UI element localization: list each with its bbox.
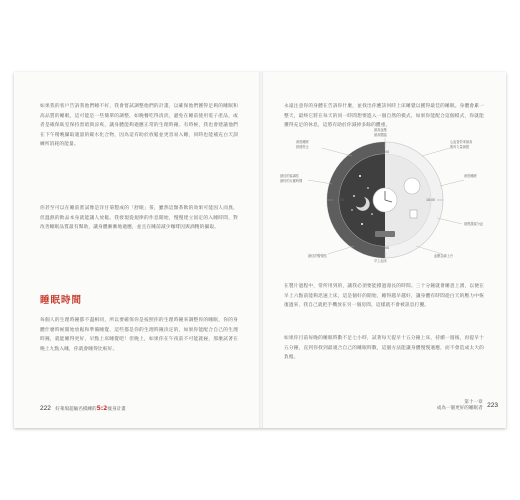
label-top-right-1: 心血管效率最高: [450, 140, 473, 144]
right-footer: [437, 400, 498, 412]
circadian-clock-diagram: [280, 128, 488, 264]
label-top-left-1: 深度睡眠: [296, 140, 309, 144]
book-spread: [14, 72, 506, 428]
left-footer-suffix: 瘦身計畫: [107, 407, 126, 412]
right-paragraph-2: 在製片過程中，常所用到的，讓我必須要能撐過漫長的時間。三十分鐘就會睡意上湧，以便在早上六點前能夠迅速上床，這是個好的開始，睡得越早越好，讓身體有時間從白天的壓力中恢復過來，我自己就把手機放在另一個房間，這樣就不會被訊息打擾。: [284, 284, 484, 309]
time-label: 00:00: [380, 150, 390, 154]
sun-icon: [404, 178, 420, 194]
time-label: 06:00: [335, 198, 345, 202]
left-footer-title: 好萊塢超級名模練的: [55, 407, 97, 412]
right-footer-title: 成為一個更好的睡眠者: [436, 406, 483, 411]
label-top-2: 最高體溫: [374, 133, 387, 137]
label-right-1: 深度睡眠: [464, 174, 477, 178]
time-label: 18:00: [426, 198, 436, 202]
time-label: 12:00: [380, 246, 390, 250]
right-paragraph-3: 如果你目前每晚的睡眠時數不足七小時，試著每天提早十五分鐘上床，持續一週後，再提早十五分鐘，直到你找到最適合自己的睡眠時數，這個方法能讓身體慢慢適應，而不會造成太大的負擔。: [284, 336, 484, 361]
bed-icon: [375, 231, 395, 237]
label-left-2: 最快的反應時間: [280, 179, 303, 183]
section-title: 睡眠時間: [40, 295, 83, 306]
label-bottom-left: 最佳的警覺性: [308, 254, 328, 258]
left-page-number: 222: [40, 405, 51, 412]
left-page: [14, 72, 260, 428]
left-paragraph-3: 每個人的生理時鐘都不盡相同，所以要確保你是按照你的生理時鐘來調整你的睡眠，你的身體什麼時候開始放鬆和準備睡覺，這些都是你的生理時鐘決定的，如果你能配合自己的生理時鐘，就能睡得更好，早點上床睡覺吧！但晚上，如果你在午夜前不可能就寢，那麼試著在晚上九點入睡，你就會睡得比較好。: [40, 318, 238, 352]
label-bottom: 早上起床: [374, 259, 387, 263]
label-bottom-right: 血壓急劇上升: [434, 254, 454, 258]
right-page: [262, 72, 506, 428]
label-top-1: 最高血壓: [374, 128, 387, 132]
left-footer: [40, 405, 126, 412]
left-footer-highlight: 5:2: [96, 405, 108, 412]
left-paragraph-2: 你甚至可以在睡前嘗試像是洋甘菊製成的「舒眠」茶，雖然這類茶飲的效果可能因人而異，但溫熱的飲品本身就能讓人放鬆。我發現從規律的作息開始，慢慢建立固定的入睡時間，對改善睡眠品質最有幫助，讓身體漸漸地適應，並且在睡前減少咖啡因與酒精的攝取。: [40, 206, 238, 231]
label-top-right-2: 肌肉力量最強: [450, 145, 470, 149]
right-footer-chapter: 第十一章: [464, 400, 483, 405]
clock-illustration: [282, 136, 488, 264]
label-left-1: 最佳的協調性: [280, 174, 300, 178]
cup-icon: [410, 210, 417, 218]
left-paragraph-1: 如果我的客戶告訴我他們睡不好，我會嘗試調整他們的計畫，以確保他們獲得足夠的睡眠和高品質的睡眠，這可能是一些簡單的調整，如晚餐吃得清淡，避免在睡前使用電子產品，或者是確保臥室保持黑暗與涼爽，讓身體能夠適應正常的生理時鐘。有時候，我也會建議他們在下午稍晚攝取適量的碳水化合物，因為這有助於放鬆並更容易入睡，同時也能補充白天訓練所消耗的能量。: [40, 104, 238, 148]
label-top-left-2: 排便停止: [296, 145, 309, 149]
right-page-number: 223: [487, 402, 498, 409]
label-right-2: 褪黑激素分泌: [464, 222, 484, 226]
right-paragraph-1: 永遠注意你的身體在告訴你什麼，並找出你應該何時上床睡覺以獲得最佳的睡眠。身體會累一整天，最終它將在每天的同一時間想要進入一個自然的模式，如果你能配合這個模式，你就能獲得充足的休息，這將有助於你減掉多餘的體重。: [284, 104, 484, 129]
